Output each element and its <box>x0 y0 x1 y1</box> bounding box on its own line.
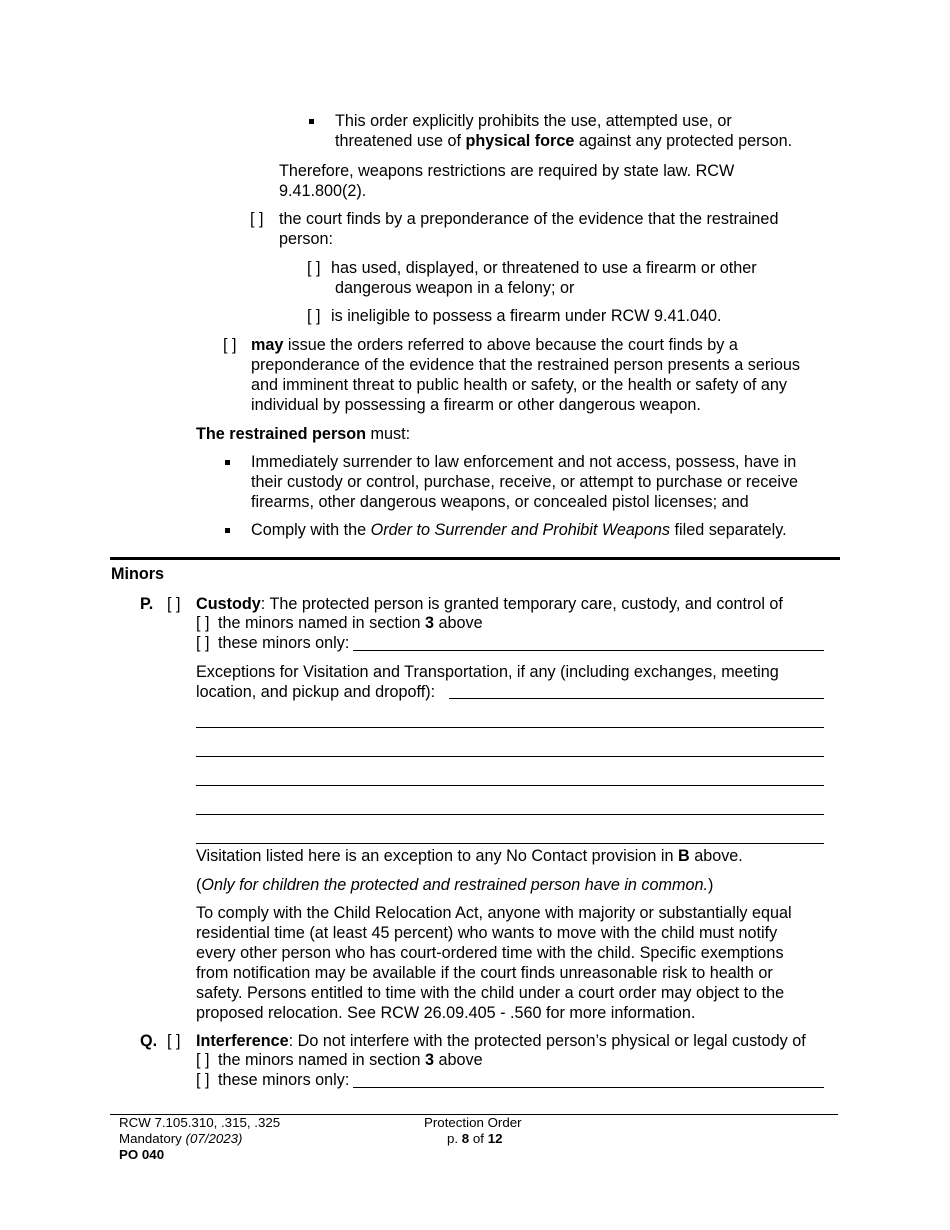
relocation-text: To comply with the Child Relocation Act, anyone with majority or substantially equal residential time (at least 45 percent) who wants to move with the child must notify every other person who has court-ordered time with the child. Specific exemptions from notification may be available if the court finds unreasonable risk to health or safety. Persons entitled to time with the child under a court order may object to the proposed relocation. See RCW 26.09.405 - .560 for more information. <box>196 904 792 1022</box>
finds-checkbox[interactable]: [ ] <box>250 210 264 228</box>
interference-option-only-text: these minors only: <box>218 1071 350 1089</box>
custody-option-section3-checkbox[interactable]: [ ] <box>196 614 210 632</box>
interference-checkbox[interactable]: [ ] <box>167 1032 181 1050</box>
bullet-icon <box>225 460 230 465</box>
exceptions-input-line[interactable] <box>196 785 824 786</box>
felony-text: has used, displayed, or threatened to use a firearm or other dangerous weapon in a felony; or <box>331 259 757 297</box>
bullet-icon <box>309 119 314 124</box>
ineligible-checkbox[interactable]: [ ] <box>307 307 321 325</box>
exceptions-input-line[interactable] <box>196 727 824 728</box>
may-checkbox[interactable]: [ ] <box>223 336 237 354</box>
item-p-letter: P. <box>140 595 154 613</box>
custody-text: Custody: The protected person is granted temporary care, custody, and control of <box>196 595 783 613</box>
custody-option-section3-text: the minors named in section 3 above <box>218 614 483 632</box>
bullet-icon <box>225 528 230 533</box>
exceptions-input-line[interactable] <box>196 814 824 815</box>
interference-option-only-checkbox[interactable]: [ ] <box>196 1071 210 1089</box>
common-children-note: (Only for children the protected and restrained person have in common.) <box>196 876 714 894</box>
therefore-text: Therefore, weapons restrictions are required by state law. RCW 9.41.800(2). <box>279 162 735 200</box>
may-text: may issue the orders referred to above because the court finds by a preponderance of the evidence that the restrained person presents a serious and imminent threat to public health or safety, or the health or safety of any individual by possessing a firearm or other dangerous weapon. <box>251 336 800 414</box>
restrained-person-heading: The restrained person must: <box>196 425 411 443</box>
minors-heading: Minors <box>111 565 165 583</box>
custody-checkbox[interactable]: [ ] <box>167 595 181 613</box>
interference-option-section3-text: the minors named in section 3 above <box>218 1051 483 1069</box>
felony-checkbox[interactable]: [ ] <box>307 259 321 277</box>
section-divider <box>110 557 840 560</box>
exceptions-text: Exceptions for Visitation and Transportation, if any (including exchanges, meeting location, and pickup and dropoff): <box>196 663 779 701</box>
ineligible-text: is ineligible to possess a firearm under RCW 9.41.040. <box>331 307 722 325</box>
item-q-letter: Q. <box>140 1032 158 1050</box>
exceptions-input-line[interactable] <box>449 698 824 699</box>
comply-text: Comply with the Order to Surrender and Prohibit Weapons filed separately. <box>251 521 787 539</box>
custody-option-only-text: these minors only: <box>218 634 350 652</box>
visitation-text: Visitation listed here is an exception to any No Contact provision in B above. <box>196 847 743 865</box>
finds-text: the court finds by a preponderance of the evidence that the restrained person: <box>279 210 779 248</box>
footer-left: RCW 7.105.310, .315, .325 Mandatory (07/2023) PO 040 <box>119 1115 281 1162</box>
custody-minors-input-line[interactable] <box>353 650 824 651</box>
interference-minors-input-line[interactable] <box>353 1087 824 1088</box>
interference-text: Interference: Do not interfere with the protected person’s physical or legal custody of <box>196 1032 806 1050</box>
custody-option-only-checkbox[interactable]: [ ] <box>196 634 210 652</box>
force-bullet-text: This order explicitly prohibits the use, attempted use, or threatened use of physical force against any protected person. <box>335 112 793 150</box>
exceptions-input-line[interactable] <box>196 843 824 844</box>
interference-option-section3-checkbox[interactable]: [ ] <box>196 1051 210 1069</box>
surrender-text: Immediately surrender to law enforcement and not access, possess, have in their custody or control, purchase, receive, or attempt to purchase or receive firearms, other dangerous weapons, or concealed pistol licenses; and <box>251 453 799 511</box>
footer-center: Protection Order p. 8 of 12 <box>424 1115 522 1146</box>
exceptions-input-line[interactable] <box>196 756 824 757</box>
